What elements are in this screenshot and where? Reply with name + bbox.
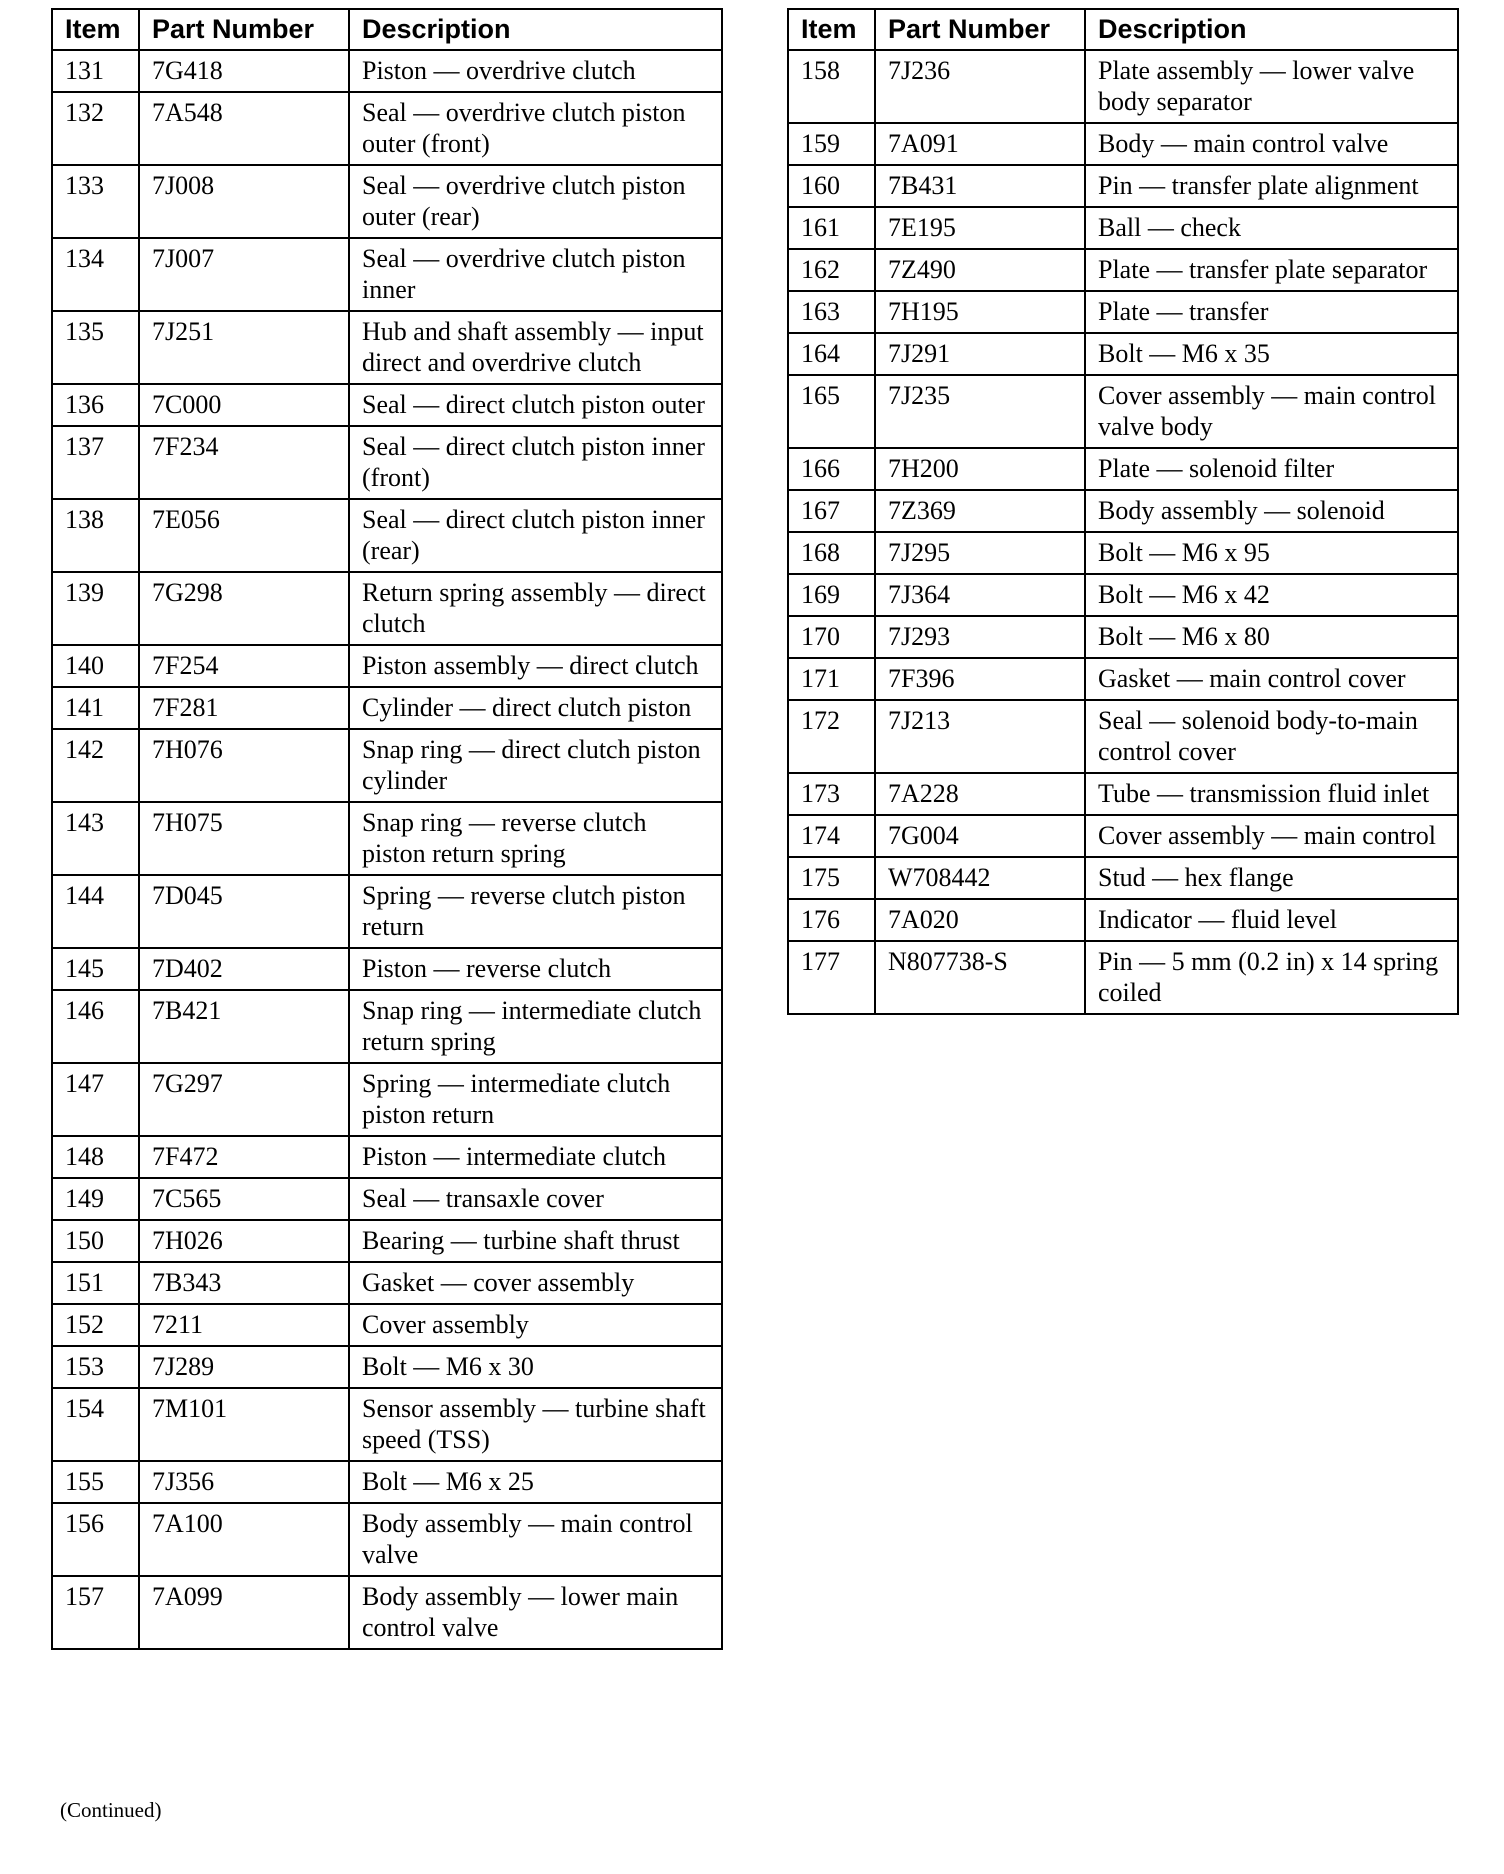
item-cell: 149 [52,1178,139,1220]
part-number-column-header: Part Number [139,9,349,50]
table-row [788,658,1458,700]
part-number-cell: 7A548 [139,92,349,165]
description-cell: Seal — solenoid body-to-main control cover [1085,700,1458,773]
item-cell: 140 [52,645,139,687]
item-cell: 145 [52,948,139,990]
item-cell: 157 [52,1576,139,1649]
description-cell: Piston — overdrive clutch [349,50,722,92]
description-cell: Indicator — fluid level [1085,899,1458,941]
table-row [52,384,722,426]
description-cell: Bolt — M6 x 80 [1085,616,1458,658]
continued-note: (Continued) [60,1798,162,1822]
table-row [52,948,722,990]
table-row [52,990,722,1063]
item-cell: 131 [52,50,139,92]
description-column-header: Description [1085,9,1458,50]
item-cell: 132 [52,92,139,165]
table-row [52,687,722,729]
table-row [788,532,1458,574]
item-cell: 173 [788,773,875,815]
part-number-cell: 7F281 [139,687,349,729]
table-row [788,207,1458,249]
item-cell: 163 [788,291,875,333]
part-number-cell: 7F472 [139,1136,349,1178]
part-number-cell: 7A020 [875,899,1085,941]
table-row [788,574,1458,616]
part-number-cell: 7H195 [875,291,1085,333]
table-row [52,426,722,499]
description-cell: Gasket — main control cover [1085,658,1458,700]
part-number-cell: 7J289 [139,1346,349,1388]
part-number-cell: 7J008 [139,165,349,238]
part-number-cell: W708442 [875,857,1085,899]
description-cell: Seal — overdrive clutch piston inner [349,238,722,311]
table-row [788,773,1458,815]
table-row [788,700,1458,773]
item-column-header: Item [52,9,139,50]
description-column-header: Description [349,9,722,50]
table-row [788,375,1458,448]
item-cell: 139 [52,572,139,645]
part-number-cell: 7J213 [875,700,1085,773]
description-cell: Tube — transmission fluid inlet [1085,773,1458,815]
description-cell: Bearing — turbine shaft thrust [349,1220,722,1262]
description-cell: Seal — direct clutch piston inner (rear) [349,499,722,572]
part-number-cell: 7B343 [139,1262,349,1304]
item-cell: 138 [52,499,139,572]
description-cell: Gasket — cover assembly [349,1262,722,1304]
table-row [788,291,1458,333]
description-cell: Seal — direct clutch piston inner (front) [349,426,722,499]
table-row [52,1503,722,1576]
description-cell: Cover assembly [349,1304,722,1346]
table-row [788,333,1458,375]
description-cell: Plate assembly — lower valve body separator [1085,50,1458,123]
parts-table-right [787,8,1459,1015]
part-number-cell: 7C000 [139,384,349,426]
part-number-column-header: Part Number [875,9,1085,50]
table-row [52,1461,722,1503]
part-number-cell: 7J295 [875,532,1085,574]
item-cell: 172 [788,700,875,773]
item-cell: 177 [788,941,875,1014]
part-number-cell: 7D402 [139,948,349,990]
description-cell: Piston assembly — direct clutch [349,645,722,687]
table-row [52,1576,722,1649]
description-cell: Stud — hex flange [1085,857,1458,899]
item-cell: 176 [788,899,875,941]
description-cell: Cylinder — direct clutch piston [349,687,722,729]
item-cell: 143 [52,802,139,875]
description-cell: Plate — transfer plate separator [1085,249,1458,291]
item-cell: 162 [788,249,875,291]
description-cell: Pin — transfer plate alignment [1085,165,1458,207]
part-number-cell: 7G298 [139,572,349,645]
table-row [52,1346,722,1388]
part-number-cell: 7F254 [139,645,349,687]
table-row [52,50,722,92]
table-row [788,50,1458,123]
table-row [788,941,1458,1014]
table-row [788,490,1458,532]
part-number-cell: 7D045 [139,875,349,948]
item-cell: 166 [788,448,875,490]
item-cell: 147 [52,1063,139,1136]
table-row [52,1178,722,1220]
table-row [788,616,1458,658]
description-cell: Piston — reverse clutch [349,948,722,990]
description-cell: Body assembly — solenoid [1085,490,1458,532]
part-number-cell: 7J235 [875,375,1085,448]
part-number-cell: 7Z490 [875,249,1085,291]
table-row [788,815,1458,857]
part-number-cell: 7G297 [139,1063,349,1136]
part-number-cell: 7G418 [139,50,349,92]
item-cell: 158 [788,50,875,123]
item-cell: 135 [52,311,139,384]
description-cell: Ball — check [1085,207,1458,249]
part-number-cell: 7H200 [875,448,1085,490]
table-row [52,645,722,687]
table-row [52,729,722,802]
description-cell: Seal — overdrive clutch piston outer (front) [349,92,722,165]
part-number-cell: 7J364 [875,574,1085,616]
description-cell: Piston — intermediate clutch [349,1136,722,1178]
item-cell: 141 [52,687,139,729]
item-cell: 168 [788,532,875,574]
description-cell: Snap ring — direct clutch piston cylinder [349,729,722,802]
part-number-cell: 7J251 [139,311,349,384]
description-cell: Plate — transfer [1085,291,1458,333]
description-cell: Body assembly — main control valve [349,1503,722,1576]
part-number-cell: 7A228 [875,773,1085,815]
item-cell: 148 [52,1136,139,1178]
part-number-cell: 7J293 [875,616,1085,658]
item-cell: 171 [788,658,875,700]
parts-table-left [51,8,723,1650]
table-row [52,802,722,875]
part-number-cell: N807738-S [875,941,1085,1014]
part-number-cell: 7E056 [139,499,349,572]
part-number-cell: 7G004 [875,815,1085,857]
description-cell: Pin — 5 mm (0.2 in) x 14 spring coiled [1085,941,1458,1014]
description-cell: Body — main control valve [1085,123,1458,165]
description-cell: Hub and shaft assembly — input direct and overdrive clutch [349,311,722,384]
description-cell: Cover assembly — main control [1085,815,1458,857]
item-cell: 161 [788,207,875,249]
description-cell: Snap ring — intermediate clutch return spring [349,990,722,1063]
description-cell: Seal — overdrive clutch piston outer (rear) [349,165,722,238]
table-row [52,499,722,572]
part-number-cell: 7B431 [875,165,1085,207]
item-cell: 152 [52,1304,139,1346]
item-cell: 164 [788,333,875,375]
table-row [52,572,722,645]
part-number-cell: 7H026 [139,1220,349,1262]
item-column-header: Item [788,9,875,50]
table-row [788,165,1458,207]
item-cell: 153 [52,1346,139,1388]
description-cell: Snap ring — reverse clutch piston return spring [349,802,722,875]
part-number-cell: 7F234 [139,426,349,499]
item-cell: 146 [52,990,139,1063]
table-row [788,857,1458,899]
part-number-cell: 7A099 [139,1576,349,1649]
part-number-cell: 7B421 [139,990,349,1063]
table-row [52,1262,722,1304]
table-row [52,92,722,165]
part-number-cell: 7C565 [139,1178,349,1220]
description-cell: Bolt — M6 x 25 [349,1461,722,1503]
part-number-cell: 7J007 [139,238,349,311]
item-cell: 165 [788,375,875,448]
table-row [52,875,722,948]
item-cell: 136 [52,384,139,426]
table-row [52,238,722,311]
part-number-cell: 7E195 [875,207,1085,249]
description-cell: Return spring assembly — direct clutch [349,572,722,645]
table-row [52,1304,722,1346]
table-row [52,1220,722,1262]
part-number-cell: 7J356 [139,1461,349,1503]
table-row [52,1388,722,1461]
description-cell: Spring — reverse clutch piston return [349,875,722,948]
part-number-cell: 7A091 [875,123,1085,165]
description-cell: Seal — transaxle cover [349,1178,722,1220]
item-cell: 175 [788,857,875,899]
description-cell: Spring — intermediate clutch piston return [349,1063,722,1136]
part-number-cell: 7A100 [139,1503,349,1576]
item-cell: 133 [52,165,139,238]
item-cell: 144 [52,875,139,948]
item-cell: 160 [788,165,875,207]
table-header-row [788,9,1458,50]
description-cell: Bolt — M6 x 42 [1085,574,1458,616]
description-cell: Seal — direct clutch piston outer [349,384,722,426]
description-cell: Bolt — M6 x 95 [1085,532,1458,574]
table-header-row [52,9,722,50]
table-row [52,165,722,238]
table-row [788,249,1458,291]
part-number-cell: 7Z369 [875,490,1085,532]
item-cell: 167 [788,490,875,532]
part-number-cell: 7M101 [139,1388,349,1461]
item-cell: 151 [52,1262,139,1304]
part-number-cell: 7J236 [875,50,1085,123]
table-row [788,899,1458,941]
item-cell: 137 [52,426,139,499]
item-cell: 169 [788,574,875,616]
item-cell: 134 [52,238,139,311]
item-cell: 150 [52,1220,139,1262]
part-number-cell: 7H076 [139,729,349,802]
description-cell: Cover assembly — main control valve body [1085,375,1458,448]
item-cell: 142 [52,729,139,802]
item-cell: 156 [52,1503,139,1576]
item-cell: 170 [788,616,875,658]
part-number-cell: 7J291 [875,333,1085,375]
part-number-cell: 7H075 [139,802,349,875]
table-row [788,448,1458,490]
item-cell: 155 [52,1461,139,1503]
table-row [52,311,722,384]
description-cell: Body assembly — lower main control valve [349,1576,722,1649]
part-number-cell: 7F396 [875,658,1085,700]
table-row [788,123,1458,165]
item-cell: 154 [52,1388,139,1461]
item-cell: 174 [788,815,875,857]
table-row [52,1136,722,1178]
table-row [52,1063,722,1136]
description-cell: Bolt — M6 x 35 [1085,333,1458,375]
description-cell: Plate — solenoid filter [1085,448,1458,490]
part-number-cell: 7211 [139,1304,349,1346]
description-cell: Sensor assembly — turbine shaft speed (TSS) [349,1388,722,1461]
item-cell: 159 [788,123,875,165]
description-cell: Bolt — M6 x 30 [349,1346,722,1388]
